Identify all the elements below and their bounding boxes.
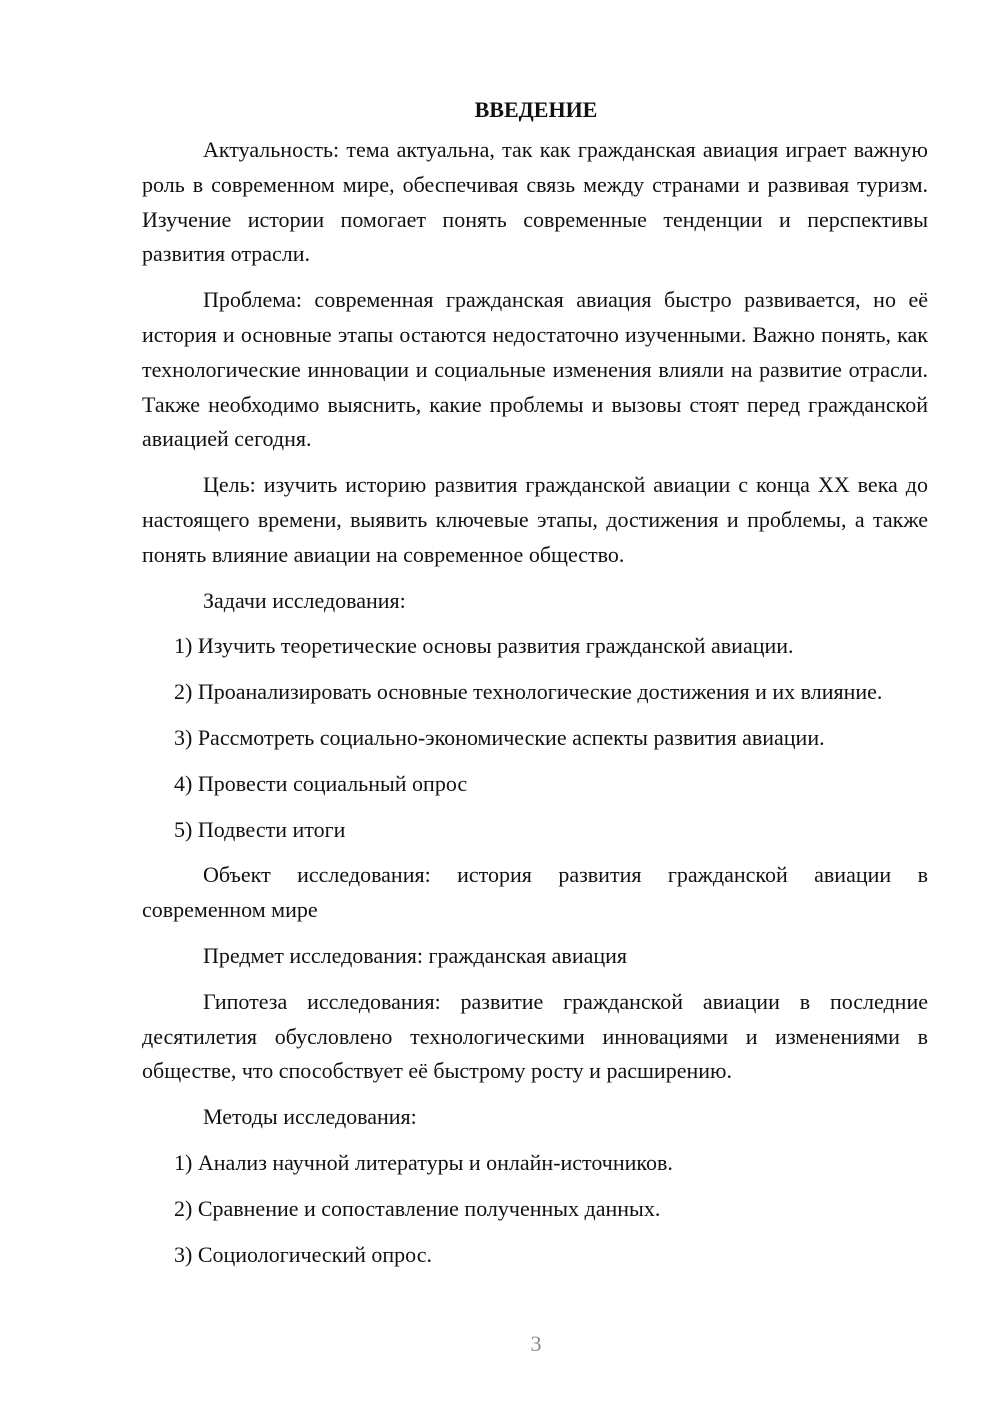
task-item-3: 3) Рассмотреть социально-экономические аспекты развития авиации.	[174, 724, 825, 750]
page-number: 3	[530, 1331, 542, 1356]
page-content	[142, 93, 928, 1283]
paragraph-hypothesis: Гипотеза исследования: развитие гражданской авиации в последние десятилетия обусловлено технологическими инновациями и изменениями в обществе, что способствует её быстрому росту и расширению.	[142, 988, 928, 1084]
paragraph-relevance: Актуальность: тема актуальна, так как гражданская авиация играет важную роль в современном мире, обеспечивая связь между странами и развивая туризм. Изучение истории помогает понять современные тенденции и перспективы развития отрасли.	[142, 137, 928, 267]
paragraph-goal: Цель: изучить историю развития гражданской авиации с конца XX века до настоящего времени, выявить ключевые этапы, достижения и проблемы, а также понять влияние авиации на современное общество.	[142, 472, 928, 567]
task-item-5: 5) Подвести итоги	[174, 816, 346, 842]
section-title: ВВЕДЕНИЕ	[474, 97, 598, 122]
paragraph-problem: Проблема: современная гражданская авиация быстро развивается, но её история и основные этапы остаются недостаточно изученными. Важно понять, как технологические инновации и социальные изменения влияли на развитие отрасли. Также необходимо выяснить, какие проблемы и вызовы стоят перед гражданской авиацией сегодня.	[142, 287, 928, 452]
task-item-4: 4) Провести социальный опрос	[174, 770, 468, 796]
paragraph-object: Объект исследования: история развития гражданской авиации в современном мире	[142, 862, 928, 923]
method-item-1: 1) Анализ научной литературы и онлайн-источников.	[174, 1149, 673, 1175]
paragraph-subject: Предмет исследования: гражданская авиация	[203, 942, 628, 968]
paragraph-methods-heading: Методы исследования:	[203, 1104, 417, 1130]
paragraph-tasks-heading: Задачи исследования:	[203, 587, 406, 613]
task-item-2: 2) Проанализировать основные технологические достижения и их влияние.	[174, 679, 883, 705]
task-item-1: 1) Изучить теоретические основы развития гражданской авиации.	[174, 633, 794, 659]
method-item-3: 3) Социологический опрос.	[174, 1241, 432, 1267]
method-item-2: 2) Сравнение и сопоставление полученных данных.	[174, 1195, 661, 1221]
